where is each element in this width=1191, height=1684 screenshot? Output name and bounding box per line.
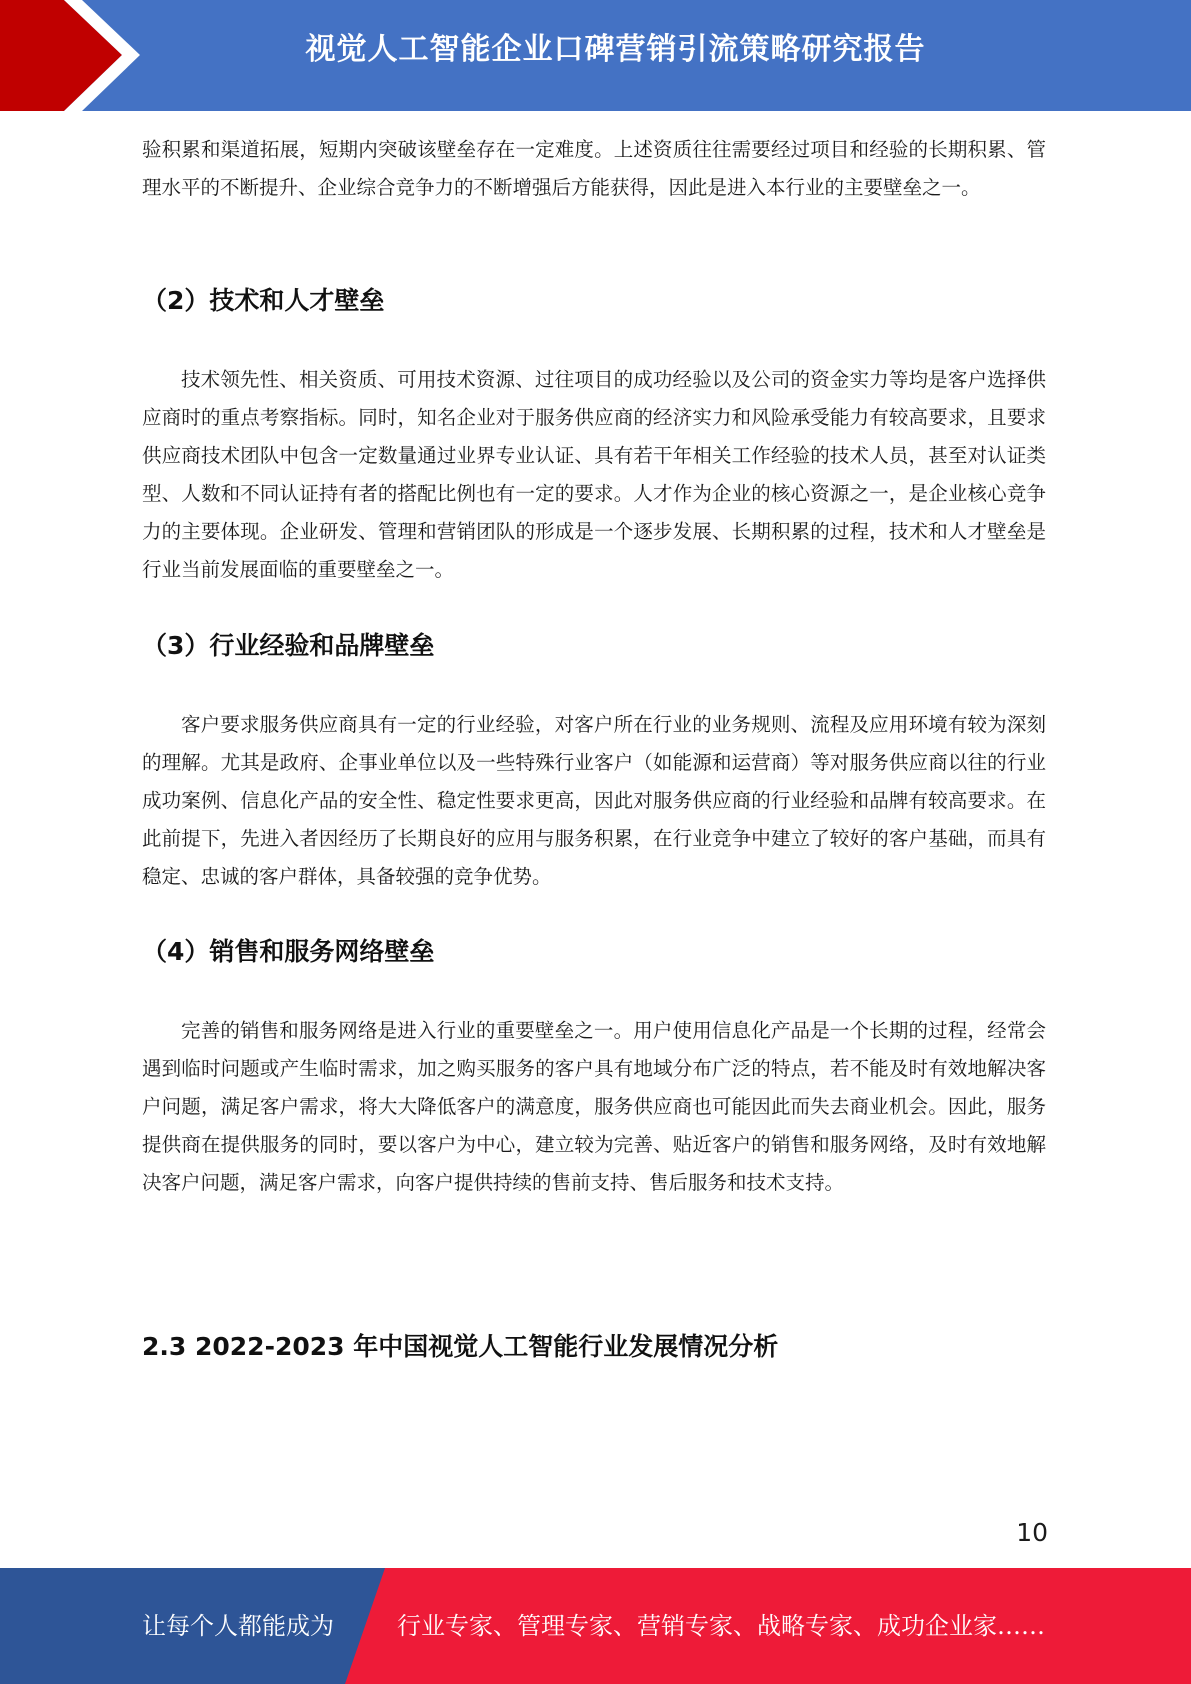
section-heading-tech-talent: （2）技术和人才壁垒 — [142, 286, 385, 315]
page-number: 10 — [1016, 1518, 1048, 1547]
chapter-heading: 2.3 2022-2023 年中国视觉人工智能行业发展情况分析 — [142, 1332, 779, 1361]
section-paragraph: 客户要求服务供应商具有一定的行业经验，对客户所在行业的业务规则、流程及应用环境有较为深刻的理解。尤其是政府、企事业单位以及一些特殊行业客户（如能源和运营商）等对服务供应商以往的行业成功案例、信息化产品的安全性、稳定性要求更高，因此对服务供应商的行业经验和品牌有较高要求。在此前提下，先进入者因经历了长期良好的应用与服务积累，在行业竞争中建立了较好的客户基础，而具有稳定、忠诚的客户群体，具备较强的竞争优势。 — [142, 713, 1046, 888]
document-title: 视觉人工智能企业口碑营销引流策略研究报告 — [305, 32, 926, 67]
page-header — [0, 0, 1191, 111]
page-footer — [0, 1568, 1191, 1684]
section-body-sales-network — [142, 1012, 1046, 1202]
section-body-experience-brand — [142, 706, 1046, 896]
footer-slogan-left: 让每个人都能成为 — [142, 1612, 334, 1640]
section-paragraph: 技术领先性、相关资质、可用技术资源、过往项目的成功经验以及公司的资金实力等均是客户选择供应商时的重点考察指标。同时，知名企业对于服务供应商的经济实力和风险承受能力有较高要求，且要求供应商技术团队中包含一定数量通过业界专业认证、具有若干年相关工作经验的技术人员，甚至对认证类型、人数和不同认证持有者的搭配比例也有一定的要求。人才作为企业的核心资源之一，是企业核心竞争力的主要体现。企业研发、管理和营销团队的形成是一个逐步发展、长期积累的过程，技术和人才壁垒是行业当前发展面临的重要壁垒之一。 — [142, 368, 1046, 581]
footer-slogan-right: 行业专家、管理专家、营销专家、战略专家、成功企业家…… — [397, 1612, 1045, 1640]
intro-paragraph: 验积累和渠道拓展，短期内突破该壁垒存在一定难度。上述资质往往需要经过项目和经验的长期积累、管理水平的不断提升、企业综合竞争力的不断增强后方能获得，因此是进入本行业的主要壁垒之一。 — [142, 138, 1046, 199]
section-heading-sales-network: （4）销售和服务网络壁垒 — [142, 937, 435, 966]
intro-block — [142, 131, 1046, 207]
section-body-tech-talent — [142, 361, 1046, 589]
section-paragraph: 完善的销售和服务网络是进入行业的重要壁垒之一。用户使用信息化产品是一个长期的过程，经常会遇到临时问题或产生临时需求，加之购买服务的客户具有地域分布广泛的特点，若不能及时有效地解决客户问题，满足客户需求，将大大降低客户的满意度，服务供应商也可能因此而失去商业机会。因此，服务提供商在提供服务的同时，要以客户为中心，建立较为完善、贴近客户的销售和服务网络，及时有效地解决客户问题，满足客户需求，向客户提供持续的售前支持、售后服务和技术支持。 — [142, 1019, 1046, 1194]
section-heading-experience-brand: （3）行业经验和品牌壁垒 — [142, 631, 435, 660]
